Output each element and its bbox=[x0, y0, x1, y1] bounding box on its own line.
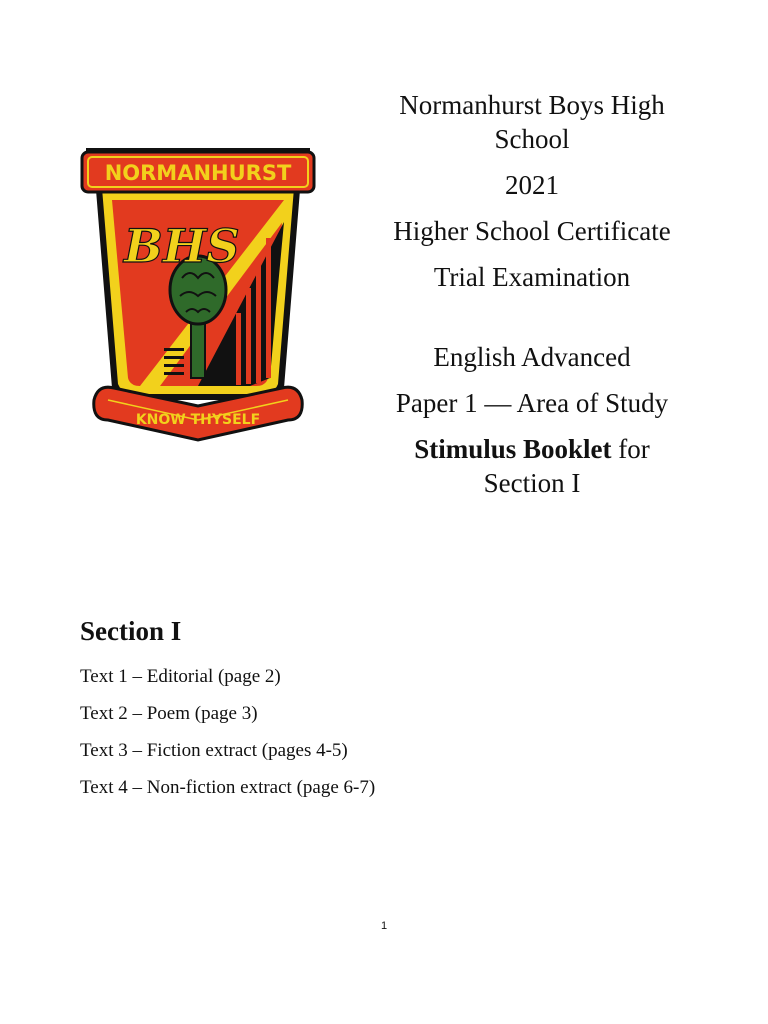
exam-year: 2021 bbox=[505, 170, 559, 200]
crest-banner-text: NORMANHURST bbox=[104, 161, 292, 185]
paper-name: Paper 1 — Area of Study bbox=[395, 388, 669, 418]
school-name-line-2: School bbox=[494, 124, 570, 154]
booklet-title-bold: Stimulus Booklet bbox=[414, 434, 612, 464]
list-item: Text 3 – Fiction extract (pages 4-5) bbox=[80, 740, 348, 761]
certificate-name: Higher School Certificate bbox=[393, 216, 671, 246]
booklet-title bbox=[352, 432, 712, 466]
list-item: Text 4 – Non-fiction extract (page 6-7) bbox=[80, 777, 376, 798]
crest-motto: KNOW THYSELF bbox=[135, 412, 261, 428]
section-contents bbox=[80, 614, 700, 814]
title-block bbox=[352, 88, 712, 500]
booklet-title-rest: for bbox=[611, 434, 650, 464]
booklet-section: Section I bbox=[483, 468, 581, 498]
course-name: English Advanced bbox=[433, 342, 631, 372]
list-item: Text 2 – Poem (page 3) bbox=[80, 703, 258, 724]
crest-monogram: BHS bbox=[124, 219, 240, 273]
page-number: 1 bbox=[380, 920, 388, 932]
school-crest-logo bbox=[78, 138, 318, 448]
exam-name: Trial Examination bbox=[433, 262, 631, 292]
section-heading: Section I bbox=[80, 616, 182, 646]
school-name-line-1: Normanhurst Boys High bbox=[399, 90, 665, 120]
list-item: Text 1 – Editorial (page 2) bbox=[80, 666, 281, 687]
